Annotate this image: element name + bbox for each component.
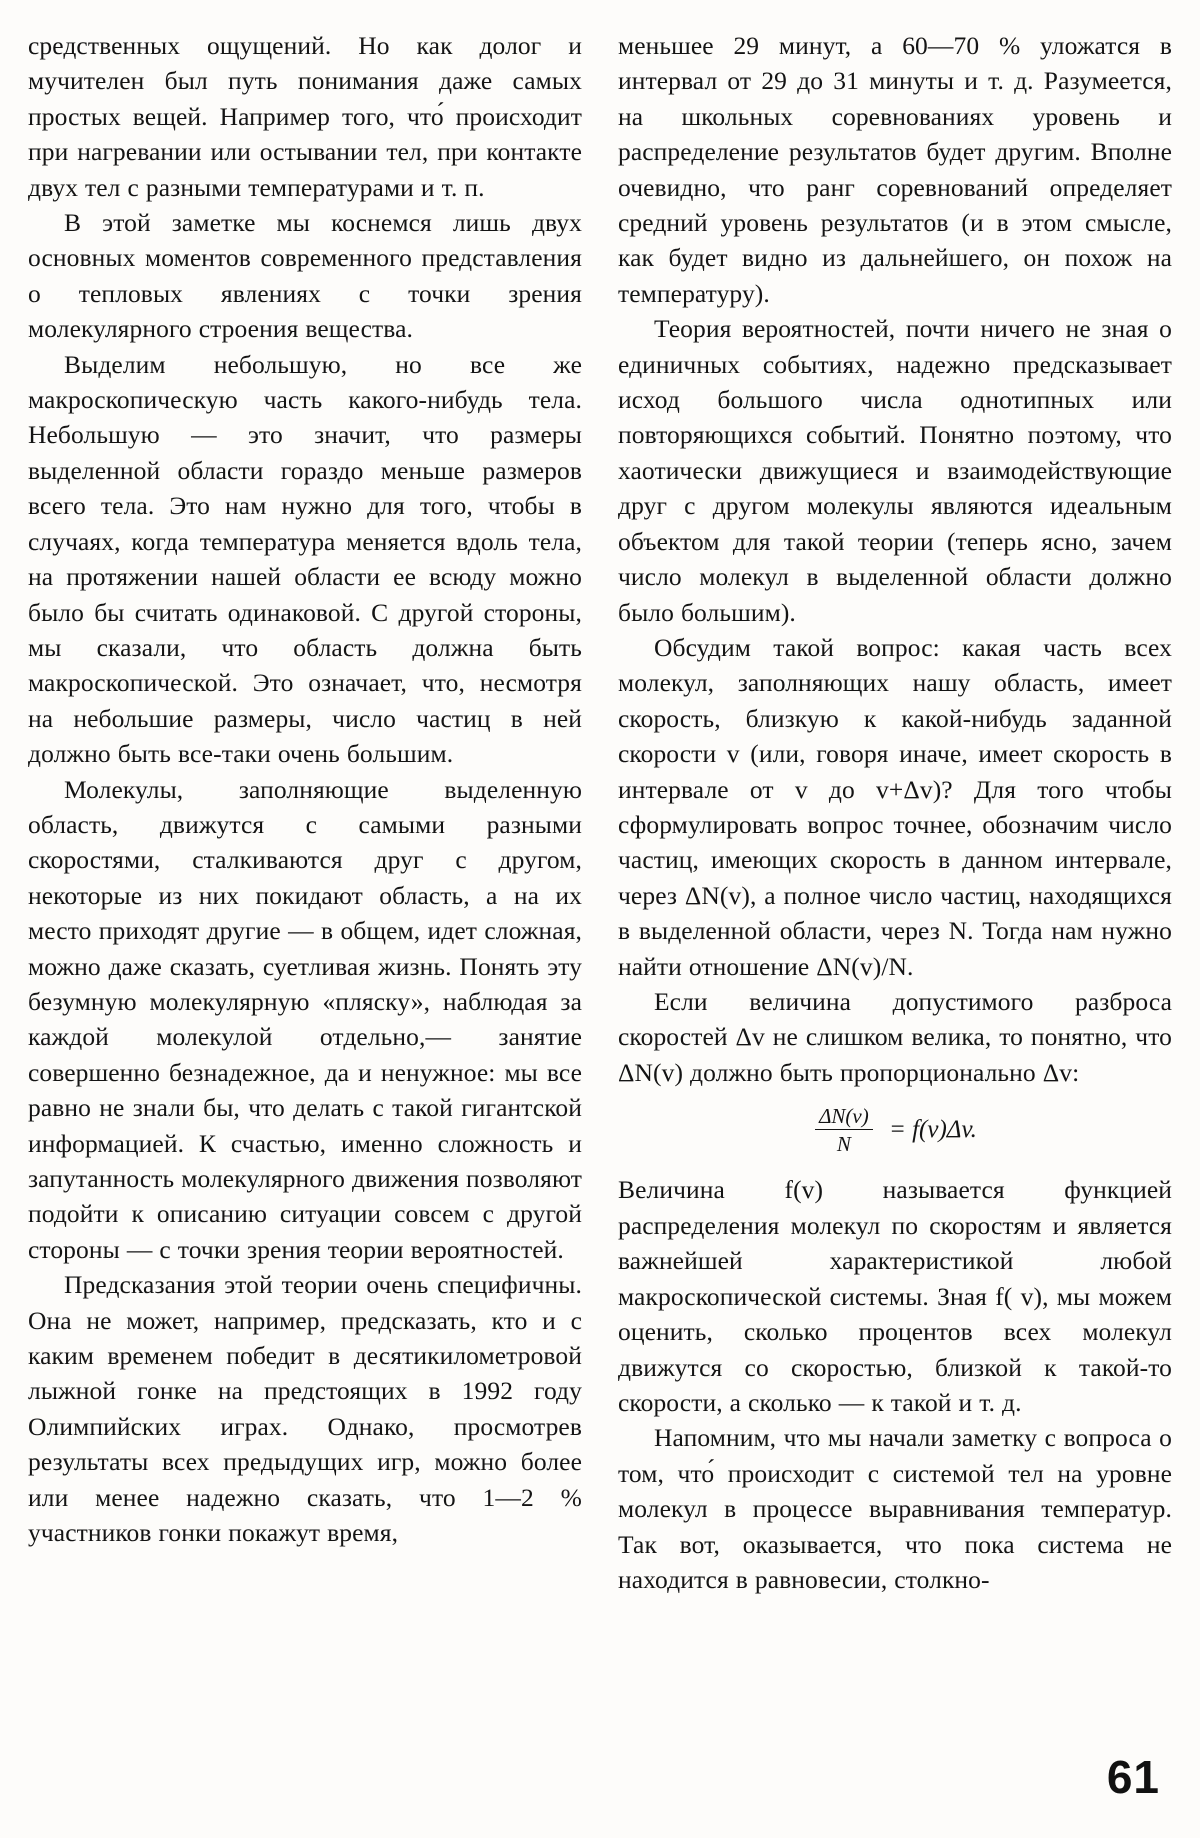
paragraph: Выделим небольшую, но все же макроскопическую часть какого-нибудь тела. Небольшую — это значит, что размеры выделенной области гораздо меньше размеров всего тела. Это нам нужно для того, чтобы в случаях, когда температура меняется вдоль тела, на протяжении нашей области ее всюду можно было бы считать одинаковой. С другой стороны, мы сказали, что область должна быть макроскопической. Это означает, что, несмотря на небольшие размеры, число частиц в ней должно быть все-таки очень большим. — [28, 349, 582, 769]
paragraph: Обсудим такой вопрос: какая часть всех молекул, заполняющих нашу область, имеет скорость, близкую к какой-нибудь заданной скорости v (или, говоря иначе, имеет скорость в интервале от v до v+Δv)? Для того чтобы сформулировать вопрос точнее, обозначим число частиц, имеющих скорость в данном интервале, через ΔN(v), а полное число частиц, находящихся в выделенной области, через N. Тогда нам нужно найти отношение ΔN(v)/N. — [618, 632, 1172, 981]
paragraph: Теория вероятностей, почти ничего не зная о единичных событиях, надежно предсказывает исход большого числа однотипных или повторяющихся событий. Понятно поэтому, что хаотически движущиеся и взаимодействующие друг с другом молекулы являются идеальным объектом для такой теории (теперь ясно, зачем число молекул в выделенной области должно было большим). — [618, 314, 1172, 627]
page-number: 61 — [1106, 1751, 1160, 1803]
paragraph: средственных ощущений. Но как долог и мучителен был путь понимания даже самых простых вещей. Например того, что́ происходит при нагревании или остывании тел, при контакте двух тел с разными температурами и т. п. — [28, 31, 582, 202]
two-column-text-body — [28, 28, 1172, 1597]
paragraph: меньшее 29 минут, а 60—70 % уложатся в интервал от 29 до 31 минуты и т. д. Разумеется, на школьных соревнованиях уровень и распределение результатов будет другим. Вполне очевидно, что ранг соревнований определяет средний уровень результатов (и в этом смысле, как будет видно из дальнейшего, он похож на температуру). — [618, 31, 1172, 308]
display-formula — [618, 1104, 1172, 1156]
paragraph: Напомним, что мы начали заметку с вопроса о том, что́ происходит с системой тел на уровне молекул в процессе выравнивания температур. Так вот, оказывается, что пока система не находится в равновесии, столкно- — [618, 1423, 1172, 1594]
formula-denominator: N — [836, 1132, 851, 1157]
paragraph: Величина f(v) называется функцией распределения молекул по скоростям и является важнейшей характеристикой любой макроскопической системы. Зная f( v), мы можем оценить, сколько процентов всех молекул движутся со скоростью, близкой к такой-то скорости, а сколько — к такой и т. д. — [618, 1175, 1172, 1417]
formula-fraction — [815, 1104, 873, 1156]
right-column — [618, 28, 1172, 1597]
paragraph: В этой заметке мы коснемся лишь двух основных моментов современного представления о тепловых явлениях с точки зрения молекулярного строения вещества. — [28, 208, 582, 344]
paragraph: Предсказания этой теории очень специфичны. Она не может, например, предсказать, кто и с каким временем победит в десятикилометровой лыжной гонке на предстоящих в 1992 году Олимпийских играх. Однако, просмотрев результаты всех предыдущих игр, можно более или менее надежно сказать, что 1—2 % участников гонки покажут время, — [28, 1270, 582, 1548]
left-column — [28, 28, 582, 1597]
formula-numerator: ΔN(v) — [815, 1104, 873, 1130]
formula-right-side: = f(v)Δv. — [888, 1116, 977, 1144]
paragraph: Если величина допустимого разброса скоростей Δv не слишком велика, то понятно, что ΔN(v) должно быть пропорционально Δv: — [618, 986, 1172, 1087]
paragraph: Молекулы, заполняющие выделенную область, движутся с самыми разными скоростями, сталкиваются друг с другом, некоторые из них покидают область, а на их место приходят другие — в общем, идет сложная, можно даже сказать, суетливая жизнь. Понять эту безумную молекулярную «пляску», наблюдая за каждой молекулой отдельно,— занятие совершенно безнадежное, да и ненужное: мы все равно не знали бы, что делать с такой гигантской информацией. К счастью, именно сложность и запутанность молекулярного движения позволяют подойти к описанию ситуации совсем с другой стороны — с точки зрения теории вероятностей. — [28, 774, 582, 1264]
